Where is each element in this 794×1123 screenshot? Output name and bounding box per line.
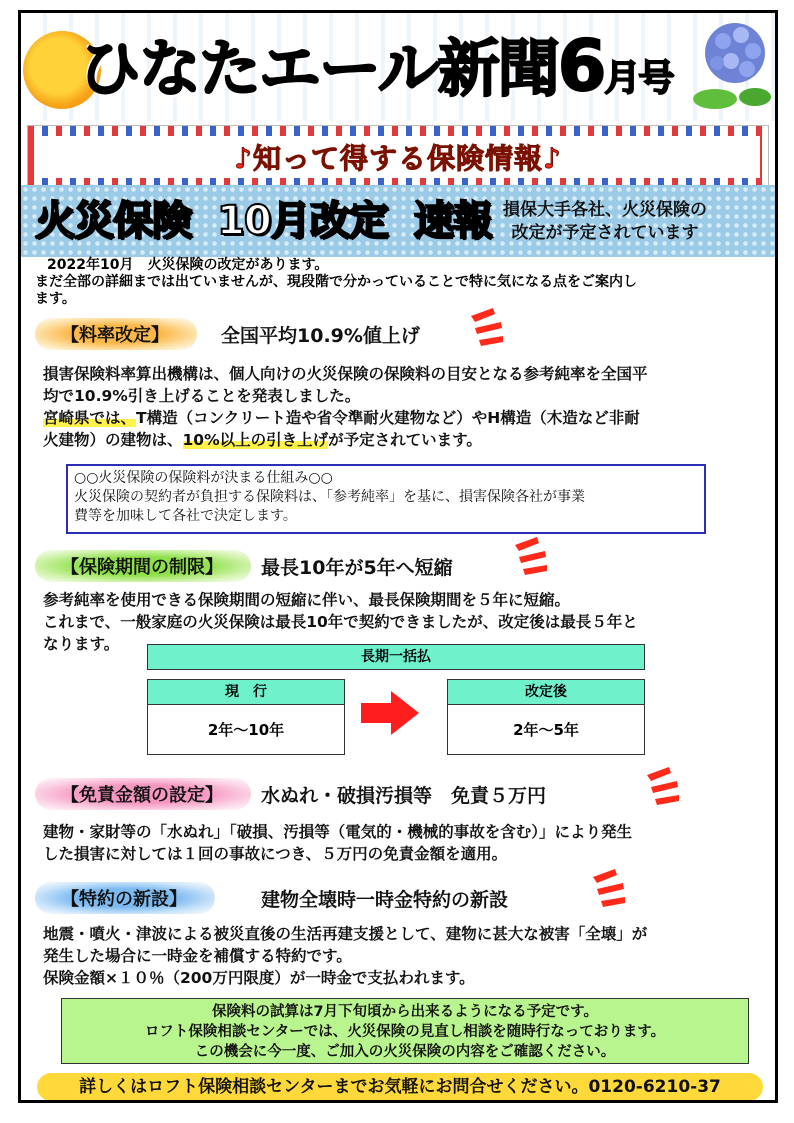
title-month-number: 6	[557, 25, 605, 107]
section-deductible-heading	[35, 775, 546, 813]
section-title-panel	[36, 136, 760, 178]
section-period-heading	[35, 547, 453, 585]
section-rate-line-rest: T構造（コンクリート造や省令準耐火建物など）やH構造（木造など非耐	[136, 409, 640, 427]
highlight-miyazaki: 宮崎県では、	[43, 409, 137, 427]
section-period-line: なります。	[43, 635, 120, 653]
premium-mechanism-note	[66, 464, 706, 534]
headline-subtitle-line: 損保大手各社、火災保険の	[503, 200, 707, 220]
headline-word-october-revision: 10月改定	[217, 198, 388, 244]
emphasis-marks-icon	[511, 535, 551, 575]
headline-word-fire-insurance: 火災保険	[35, 198, 191, 244]
section-special-line: 発生した場合に一時金を補償する特約です。	[43, 947, 352, 965]
section-rate-line	[43, 407, 763, 429]
comparison-after-label: 改定後	[448, 680, 644, 705]
intro-line: 2022年10月 火災保険の改定があります。	[47, 257, 329, 273]
section-special-headline: 建物全壊時一時金特約の新設	[261, 888, 509, 911]
section-rate-heading	[35, 315, 420, 353]
intro-text	[35, 257, 637, 308]
note-line: 火災保険の契約者が負担する保険料は、「参考純率」を基に、損害保険各社が事業	[74, 489, 585, 505]
comparison-before-label: 現 行	[148, 680, 344, 705]
headline-word-breaking: 速報	[413, 198, 492, 244]
section-rate-tag: 【料率改定】	[35, 318, 197, 350]
section-deductible-line: した損害に対しては１回の事故につき、５万円の免責金額を適用。	[43, 845, 508, 863]
highlight-increase: 10%以上の引き上げ	[182, 431, 329, 449]
contact-footer: 詳しくはロフト保険相談センターまでお気軽にお問合せください。0120-6210-37	[37, 1073, 763, 1101]
section-deductible-line: 建物・家財等の「水ぬれ」「破損、汚損等（電気的・機械的事故を含む）」により発生	[43, 823, 633, 841]
section-title-banner	[27, 125, 769, 189]
section-rate-line-post: が予定されています。	[328, 431, 482, 449]
section-rate-headline: 全国平均10.9%値上げ	[221, 324, 420, 347]
section-period-tag: 【保険期間の制限】	[35, 550, 251, 582]
section-special-body	[43, 923, 763, 989]
section-special-line: 保険金額×１０％（200万円限度）が一時金で支払われます。	[43, 969, 475, 987]
section-deductible-body	[43, 821, 763, 865]
section-special-tag: 【特約の新設】	[35, 882, 215, 914]
headline-subtitle-line: 改定が予定されています	[511, 223, 699, 243]
newsletter-title	[79, 23, 673, 121]
arrow-right-icon	[361, 689, 421, 737]
section-special-heading	[35, 879, 508, 917]
headline-subtitle	[503, 199, 707, 245]
intro-line: ます。	[35, 291, 76, 307]
info-line: ロフト保険相談センターでは、火災保険の見直し相談を随時行なっております。	[144, 1024, 666, 1040]
section-special-line: 地震・噴火・津波による被災直後の生活再建支援として、建物に甚大な被害「全壊」が	[43, 925, 648, 943]
section-deductible-headline: 水ぬれ・破損汚損等 免責５万円	[261, 784, 547, 807]
section-rate-line	[43, 429, 763, 451]
intro-line: まだ全部の詳細までは出ていませんが、現段階で分かっていることで特に気になる点をご案内し	[35, 274, 637, 290]
section-rate-line: 均で10.9%引き上げることを発表しました。	[43, 387, 361, 405]
section-rate-line-pre: 火建物）の建物は、	[43, 431, 183, 449]
section-period-headline: 最長10年が5年へ短縮	[261, 556, 453, 579]
headline-banner	[21, 185, 775, 257]
note-line: ○○火災保険の保険料が決まる仕組み○○	[74, 470, 333, 486]
section-period-line: これまで、一般家庭の火災保険は最長10年で契約できましたが、改定後は最長５年と	[43, 613, 638, 631]
title-main: ひなたエール新聞	[79, 32, 558, 105]
hydrangea-icon	[675, 13, 771, 117]
section-deductible-tag: 【免責金額の設定】	[35, 778, 251, 810]
emphasis-marks-icon	[589, 867, 629, 907]
emphasis-marks-icon	[467, 306, 507, 346]
title-month-suffix: 月号	[604, 58, 673, 99]
section-rate-body	[43, 363, 763, 451]
info-line: 保険料の試算は7月下旬頃から出来るようになる予定です。	[212, 1004, 598, 1020]
info-box	[61, 998, 749, 1064]
masthead-area	[21, 13, 775, 121]
comparison-before-value: 2年～10年	[207, 721, 285, 739]
section-period-line: 参考純率を使用できる保険期間の短縮に伴い、最長保険期間を５年に短縮。	[43, 591, 571, 609]
emphasis-marks-icon	[643, 765, 683, 805]
comparison-before	[147, 679, 345, 755]
comparison-header: 長期一括払	[147, 644, 645, 670]
section-title: ♪知って得する保険情報♪	[234, 142, 562, 175]
note-line: 費等を加味して各社で決定します。	[74, 508, 297, 524]
info-line: この機会に今一度、ご加入の火災保険の内容をご確認ください。	[194, 1044, 616, 1060]
comparison-after	[447, 679, 645, 755]
headline-title	[35, 189, 518, 246]
section-rate-line: 損害保険料率算出機構は、個人向けの火災保険の保険料の目安となる参考純率を全国平	[43, 365, 648, 383]
newsletter-page	[18, 10, 778, 1103]
comparison-after-value: 2年～5年	[513, 721, 579, 739]
